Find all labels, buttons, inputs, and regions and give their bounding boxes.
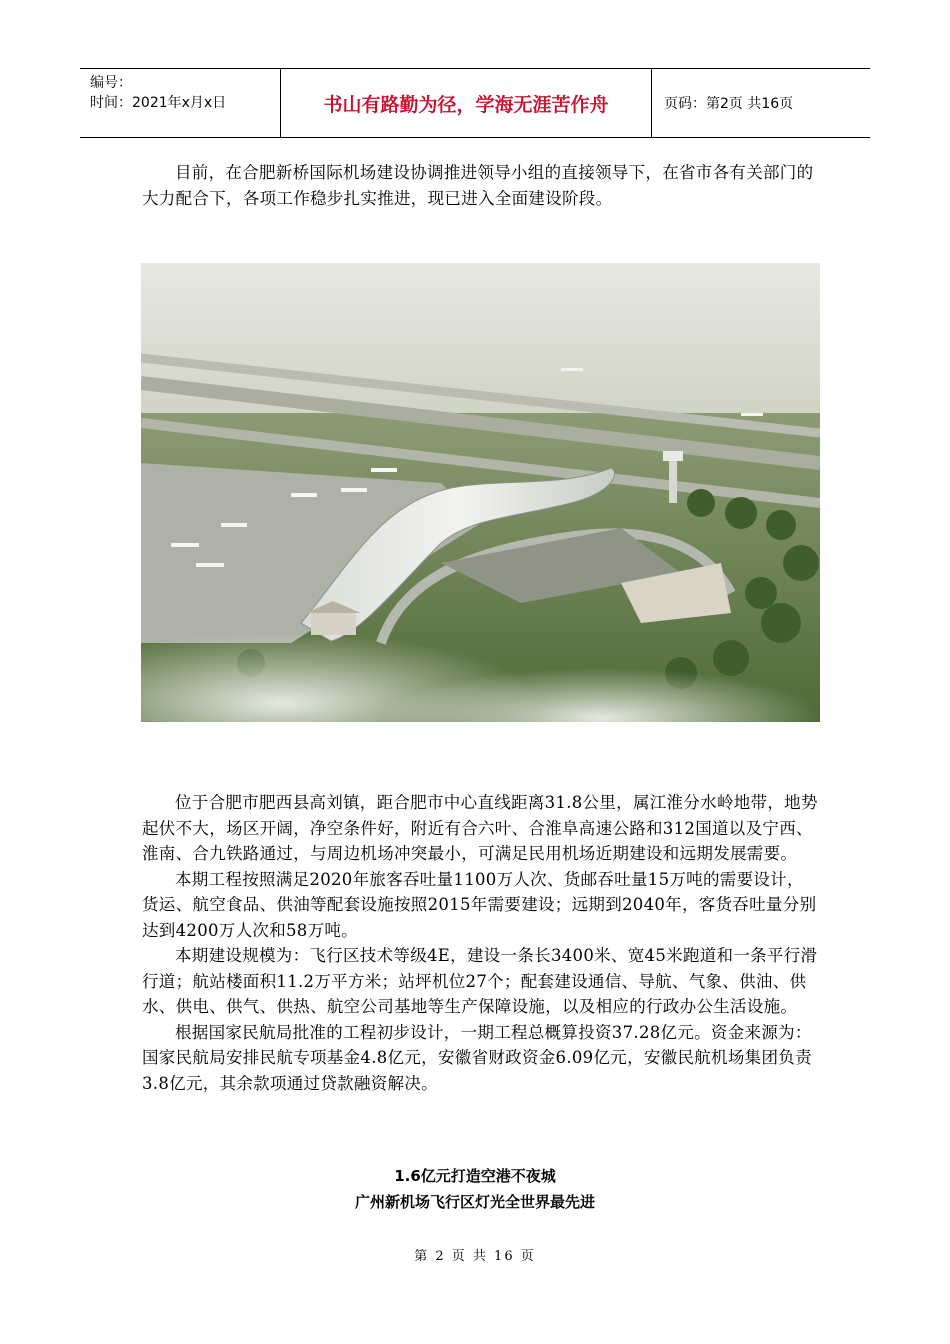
page-footer: 第 2 页 共 16 页 bbox=[414, 1249, 536, 1264]
header-page-info: 页码：第2页 共16页 bbox=[664, 96, 794, 112]
paragraph-capacity: 本期工程按照满足2020年旅客吞吐量1100万人次、货邮吞吐量15万吨的需要设计，货运、航空食品、供油等配套设施按照2015年需要建设；远期到2040年，客货吞吐量分别达到4200万人次和58万吨。 bbox=[142, 869, 817, 940]
paragraph-location: 位于合肥市肥西县高刘镇，距合肥市中心直线距离31.8公里，属江淮分水岭地带，地势起伏不大，场区开阔，净空条件好，附近有合六叶、合淮阜高速公路和312国道以及宁西、淮南、合九铁路通过，与周边机场冲突最小，可满足民用机场近期建设和远期发展需要。 bbox=[142, 793, 818, 863]
document-header bbox=[80, 68, 870, 138]
caption-line-2: 广州新机场飞行区灯光全世界最先进 bbox=[354, 1193, 595, 1211]
header-meta bbox=[80, 69, 281, 137]
date-label: 时间：2021年x月x日 bbox=[90, 95, 227, 111]
paragraph-scale: 本期建设规模为：飞行区技术等级4E，建设一条长3400米、宽45米跑道和一条平行滑行道；航站楼面积11.2万平方米；站坪机位27个；配套建设通信、导航、气象、供油、供水、供电、供气、供热、航空公司基地等生产保障设施，以及相应的行政办公生活设施。 bbox=[142, 946, 818, 1016]
paragraph-investment: 根据国家民航局批准的工程初步设计，一期工程总概算投资37.28亿元。资金来源为：国家民航局安排民航专项基金4.8亿元，安徽省财政资金6.09亿元，安徽民航机场集团负责3.8亿元，其余款项通过贷款融资解决。 bbox=[142, 1022, 812, 1093]
header-motto: 书山有路勤为径，学海无涯苦作舟 bbox=[281, 69, 652, 137]
number-label: 编号： bbox=[90, 75, 132, 91]
body-paragraphs bbox=[142, 790, 818, 1096]
caption-line-1: 1.6亿元打造空港不夜城 bbox=[394, 1167, 556, 1185]
airport-rendering-image bbox=[141, 263, 820, 722]
intro-text: 目前，在合肥新桥国际机场建设协调推进领导小组的直接领导下，在省市各有关部门的大力配合下，各项工作稳步扎实推进，现已进入全面建设阶段。 bbox=[142, 163, 814, 208]
intro-paragraph bbox=[142, 160, 818, 211]
